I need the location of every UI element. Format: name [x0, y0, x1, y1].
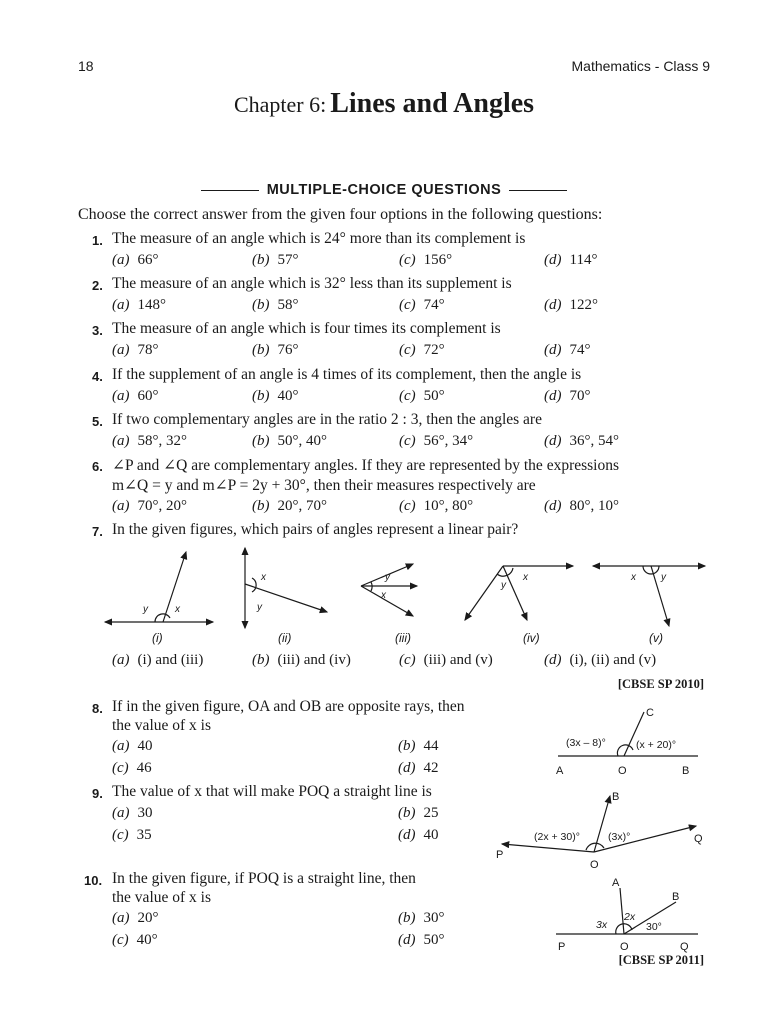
q10-angle-c: 30°: [646, 921, 662, 933]
fig-caption-iii: (iii): [395, 631, 411, 645]
question-text-4-line-1: If the supplement of an angle is 4 times of its complement, then the angle is: [112, 366, 582, 383]
q9-angle-right: (3x)°: [608, 831, 631, 843]
option-value: 80°, 10°: [569, 498, 619, 514]
chapter-prefix: Chapter 6:: [233, 92, 327, 117]
option-letter: (a): [112, 498, 130, 514]
question-number-3: 3.: [92, 323, 103, 338]
option-letter: (c): [399, 342, 416, 358]
q10-angle-a: 3x: [596, 919, 608, 931]
q9-ray-op: [502, 844, 594, 852]
option-q5-a: [112, 433, 187, 450]
option-letter: (b): [252, 498, 270, 514]
option-letter: (b): [398, 910, 416, 926]
fig-i-arc: [155, 614, 170, 622]
question-text-1-line-1: The measure of an angle which is 24° more than its complement is: [112, 230, 526, 247]
section-rule-left: [201, 190, 259, 191]
q10-source-citation: [CBSE SP 2011]: [618, 953, 704, 967]
q10-point-p: P: [558, 941, 566, 953]
option-value: 40: [423, 827, 439, 843]
option-letter: (d): [544, 342, 562, 358]
option-q2-a: [112, 297, 166, 314]
option-letter: (a): [112, 433, 130, 449]
option-letter: (c): [112, 827, 129, 843]
option-q1-a: [112, 252, 159, 269]
question-text-10-line-2: the value of x is: [112, 889, 212, 906]
option-value: 10°, 80°: [423, 498, 474, 514]
option-q5-c: [399, 433, 473, 450]
question-number-2: 2.: [92, 278, 103, 293]
q9-point-b: B: [612, 791, 620, 803]
fig-iv-label-y: y: [501, 580, 506, 591]
chapter-title: Lines and Angles: [330, 88, 535, 119]
option-letter: (c): [399, 652, 416, 668]
q8-point-o: O: [618, 765, 627, 777]
option-q7-a: [112, 652, 203, 669]
q8-point-c: C: [646, 707, 654, 719]
option-q9-c: [112, 827, 152, 844]
q9-point-o: O: [590, 859, 599, 871]
question-number-7: 7.: [92, 524, 103, 539]
option-q3-d: [544, 342, 591, 359]
option-q6-d: [544, 498, 619, 515]
option-q3-b: [252, 342, 299, 359]
option-value: 40: [137, 738, 153, 754]
question-number-6: 6.: [92, 459, 103, 474]
option-value: (i) and (iii): [137, 652, 204, 668]
option-q8-a: [112, 738, 153, 755]
option-value: 35: [136, 827, 152, 843]
option-value: 57°: [277, 252, 299, 268]
instruction-text: Choose the correct answer from the given four options in the following questions:: [78, 206, 603, 223]
option-letter: (d): [544, 498, 562, 514]
option-q6-a: [112, 498, 187, 515]
option-q4-c: [399, 388, 445, 405]
option-value: 20°: [137, 910, 159, 926]
option-q10-d: [398, 932, 445, 949]
option-value: 30°: [423, 910, 445, 926]
option-q4-a: [112, 388, 159, 405]
option-q2-b: [252, 297, 299, 314]
option-value: (iii) and (iv): [277, 652, 351, 668]
option-letter: (d): [398, 932, 416, 948]
option-value: 30: [137, 805, 153, 821]
option-q1-c: [399, 252, 452, 269]
option-letter: (d): [544, 388, 562, 404]
option-q1-d: [544, 252, 597, 269]
q10-point-q: Q: [680, 941, 689, 953]
option-value: 25: [423, 805, 439, 821]
q7-figures: [95, 540, 715, 648]
option-letter: (c): [399, 498, 416, 514]
question-number-4: 4.: [92, 369, 103, 384]
fig-i-label-y: y: [143, 604, 148, 615]
option-value: 40°: [136, 932, 158, 948]
option-letter: (d): [398, 827, 416, 843]
option-letter: (b): [252, 388, 270, 404]
fig-iii-label-y: y: [385, 572, 390, 583]
option-q3-a: [112, 342, 159, 359]
option-value: 36°, 54°: [569, 433, 619, 449]
option-q1-b: [252, 252, 299, 269]
option-value: 114°: [569, 252, 598, 268]
option-q5-b: [252, 433, 327, 450]
option-q4-b: [252, 388, 299, 405]
question-text-9-line-1: The value of x that will make POQ a straight line is: [112, 783, 432, 800]
option-q3-c: [399, 342, 445, 359]
option-q7-d: [544, 652, 656, 669]
option-q7-b: [252, 652, 351, 669]
q10-point-b: B: [672, 891, 680, 903]
option-q10-c: [112, 932, 158, 949]
option-value: 70°, 20°: [137, 498, 187, 514]
question-text-6-line-2: m∠Q = y and m∠P = 2y + 30°, then their measures respectively are: [112, 477, 536, 494]
option-letter: (a): [112, 297, 130, 313]
option-q6-c: [399, 498, 473, 515]
option-value: 44: [423, 738, 439, 754]
fig-caption-v: (v): [649, 631, 663, 645]
fig-v-label-y: y: [661, 572, 666, 583]
fig-v-ray-down: [651, 566, 669, 626]
question-text-7-line-1: In the given figures, which pairs of angles represent a linear pair?: [112, 521, 519, 538]
question-text-6-line-1: ∠P and ∠Q are complementary angles. If they are represented by the expressions: [112, 457, 620, 474]
chapter-heading: [0, 88, 768, 120]
section-rule-right: [509, 190, 567, 191]
option-letter: (d): [544, 252, 562, 268]
option-letter: (a): [112, 910, 130, 926]
option-letter: (a): [112, 252, 130, 268]
fig-iv-label-x: x: [523, 572, 528, 583]
fig-iii-label-x: x: [381, 590, 386, 601]
option-letter: (d): [544, 297, 562, 313]
option-value: 58°: [277, 297, 299, 313]
option-letter: (a): [112, 738, 130, 754]
option-q2-c: [399, 297, 445, 314]
question-text-8-line-2: the value of x is: [112, 717, 212, 734]
question-text-5-line-1: If two complementary angles are in the ratio 2 : 3, then the angles are: [112, 411, 542, 428]
option-q6-b: [252, 498, 327, 515]
option-q5-d: [544, 433, 619, 450]
option-value: (iii) and (v): [423, 652, 493, 668]
question-text-3-line-1: The measure of an angle which is four times its complement is: [112, 320, 501, 337]
option-q9-b: [398, 805, 439, 822]
q8-angle-right: (x + 20)°: [636, 739, 677, 751]
q10-figure: [548, 874, 708, 954]
option-q4-d: [544, 388, 591, 405]
option-value: (i), (ii) and (v): [569, 652, 657, 668]
question-number-1: 1.: [92, 233, 103, 248]
q8-point-b: B: [682, 765, 690, 777]
option-value: 72°: [423, 342, 445, 358]
section-heading: [0, 182, 768, 198]
option-value: 50°: [423, 932, 445, 948]
fig-iii-ray-down: [361, 586, 413, 616]
option-value: 78°: [137, 342, 159, 358]
option-letter: (d): [544, 652, 562, 668]
option-letter: (b): [252, 652, 270, 668]
question-text-2-line-1: The measure of an angle which is 32° less than its supplement is: [112, 275, 512, 292]
question-number-9: 9.: [92, 786, 103, 801]
fig-v-label-x: x: [631, 572, 636, 583]
q10-angle-b: 2x: [624, 911, 636, 923]
option-letter: (c): [112, 932, 129, 948]
option-value: 148°: [137, 297, 166, 313]
option-value: 20°, 70°: [277, 498, 327, 514]
option-letter: (d): [544, 433, 562, 449]
option-letter: (a): [112, 388, 130, 404]
option-value: 42: [423, 760, 439, 776]
option-letter: (a): [112, 342, 130, 358]
question-text-10-line-1: In the given figure, if POQ is a straight line, then: [112, 870, 416, 887]
option-value: 58°, 32°: [137, 433, 187, 449]
fig-caption-ii: (ii): [278, 631, 292, 645]
q8-figure: [548, 700, 708, 778]
option-q8-d: [398, 760, 439, 777]
q10-point-a: A: [612, 877, 620, 889]
option-value: 76°: [277, 342, 299, 358]
option-q8-b: [398, 738, 439, 755]
option-letter: (c): [112, 760, 129, 776]
option-value: 40°: [277, 388, 299, 404]
option-letter: (b): [252, 342, 270, 358]
q9-figure: [494, 786, 718, 872]
question-number-5: 5.: [92, 414, 103, 429]
option-value: 70°: [569, 388, 591, 404]
option-letter: (c): [399, 297, 416, 313]
option-q9-a: [112, 805, 153, 822]
fig-caption-iv: (iv): [523, 631, 540, 645]
page-number: 18: [78, 58, 94, 74]
q9-point-q: Q: [694, 833, 703, 845]
fig-i-label-x: x: [175, 604, 180, 615]
q10-point-o: O: [620, 941, 629, 953]
q9-point-p: P: [496, 849, 504, 861]
fig-ii-label-y: y: [257, 602, 262, 613]
q9-angle-left: (2x + 30)°: [534, 831, 580, 843]
option-letter: (c): [399, 252, 416, 268]
option-letter: (c): [399, 388, 416, 404]
fig-ii-arc: [252, 578, 256, 592]
option-value: 46: [136, 760, 152, 776]
option-q7-c: [399, 652, 493, 669]
question-text-8-line-1: If in the given figure, OA and OB are opposite rays, then: [112, 698, 465, 715]
option-value: 74°: [569, 342, 591, 358]
option-value: 50°: [423, 388, 445, 404]
option-letter: (b): [398, 738, 416, 754]
q7-source-citation: [CBSE SP 2010]: [617, 677, 704, 691]
option-value: 156°: [423, 252, 453, 268]
fig-caption-i: (i): [152, 631, 163, 645]
q8-angle-left: (3x – 8)°: [566, 737, 606, 749]
question-number-10: 10.: [84, 873, 103, 888]
option-letter: (d): [398, 760, 416, 776]
option-q8-c: [112, 760, 152, 777]
book-title: Mathematics - Class 9: [571, 58, 710, 74]
option-letter: (c): [399, 433, 416, 449]
option-letter: (b): [398, 805, 416, 821]
option-letter: (b): [252, 297, 270, 313]
option-q10-b: [398, 910, 445, 927]
option-value: 74°: [423, 297, 445, 313]
option-value: 50°, 40°: [277, 433, 327, 449]
question-number-8: 8.: [92, 701, 103, 716]
option-value: 122°: [569, 297, 598, 313]
option-letter: (b): [252, 433, 270, 449]
option-value: 56°, 34°: [423, 433, 474, 449]
option-q2-d: [544, 297, 598, 314]
fig-ii-label-x: x: [261, 572, 266, 583]
option-value: 60°: [137, 388, 159, 404]
option-letter: (a): [112, 805, 130, 821]
option-value: 66°: [137, 252, 159, 268]
section-title: MULTIPLE-CHOICE QUESTIONS: [266, 182, 502, 198]
option-q10-a: [112, 910, 159, 927]
q8-point-a: A: [556, 765, 564, 777]
option-letter: (b): [252, 252, 270, 268]
option-letter: (a): [112, 652, 130, 668]
option-q9-d: [398, 827, 439, 844]
